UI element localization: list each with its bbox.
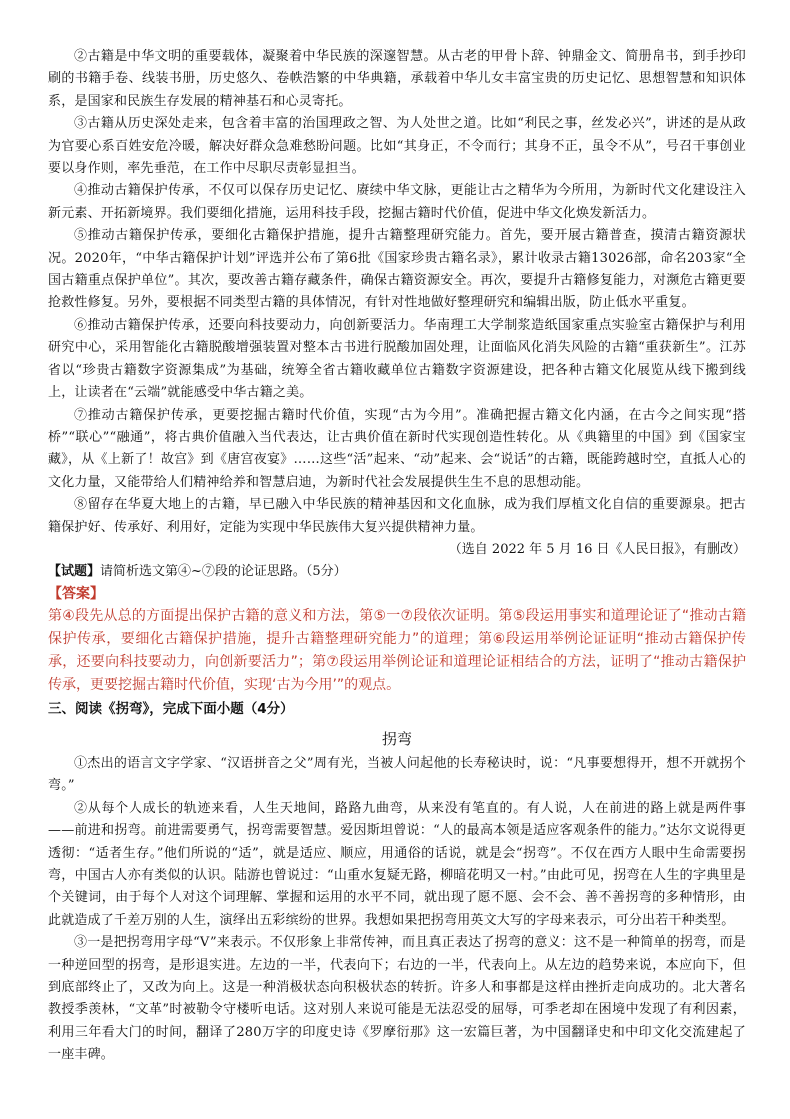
section-heading: 三、阅读《拐弯》，完成下面小题（4分） <box>48 700 294 717</box>
passage-paragraph-8: ⑧留存在华夏大地上的古籍，早已融入中华民族的精神基因和文化血脉，成为我们厚植文化自信的重要源泉。把古籍保护好、传承好、利用好，定能为实现中华民族伟大复兴提供精神力量。 <box>48 497 746 535</box>
question-text: 请简析选文第④~⑦段的论证思路。（5分） <box>100 563 347 579</box>
passage-paragraph-5: ⑤推动古籍保护传承，要细化古籍保护措施，提升古籍整理研究能力。首先，要开展古籍普查，摸清古籍资源状况。2020年，“中华古籍保护计划”评选并公布了第6批《国家珍贵古籍名录》，累计收录古籍13026部，命名203家“全国古籍重点保护单位”。其次，要改善古籍存藏条件，确保古籍资源安全。再次，要提升古籍修复能力，对濒危古籍更要抢救性修复。另外，要根据不同类型古籍的具体情况，有针对性地做好整理研究和编辑出版，防止低水平重复。 <box>48 228 746 311</box>
article-title: 拐弯 <box>381 729 412 748</box>
passage <box>48 46 746 561</box>
document-page <box>48 46 746 1067</box>
passage-source: （选自 2022 年 5 月 16 日《人民日报》，有删改） <box>448 541 746 557</box>
article-paragraph-1: ①杰出的语言文字学家、“汉语拼音之父”周有光，当被人问起他的长寿秘诀时，说：“凡事要想得开，想不开就拐个弯。” <box>48 755 746 794</box>
answer-tag: 【答案】 <box>48 585 104 602</box>
passage-paragraph-3: ③古籍从历史深处走来，包含着丰富的治国理政之智、为人处世之道。比如“利民之事，丝发必兴”，讲述的是从政为官要心系百姓安危冷暖，解决好群众急难愁盼问题。比如“其身正，不令而行；其身不正，虽令不从”，号召干事创业要以身作则，率先垂范，在工作中尽职尽责彰显担当。 <box>48 116 746 177</box>
passage-paragraph-4: ④推动古籍保护传承，不仅可以保存历史记忆、赓续中华文脉，更能让古之精华为今所用，为新时代文化建设注入新元素、开拓新境界。我们要细化措施，运用科技手段，挖掘古籍时代价值，促进中华文化焕发新活力。 <box>48 183 746 221</box>
passage-paragraph-6: ⑥推动古籍保护传承，还要向科技要动力，向创新要活力。华南理工大学制浆造纸国家重点实验室古籍保护与利用研究中心，采用智能化古籍脱酸增强装置对整本古书进行脱酸加固处理，让面临风化消失风险的古籍“重获新生”。江苏省以“珍贵古籍数字资源集成”为基础，统筹全省古籍收藏单位古籍数字资源建设，把各种古籍文化展览从线下搬到线上，让读者在“云端”就能感受中华古籍之美。 <box>48 317 746 401</box>
question-tag: 【试题】 <box>48 563 101 579</box>
passage-paragraph-7: ⑦推动古籍保护传承，更要挖掘古籍时代价值，实现“古为今用”。准确把握古籍文化内涵，在古今之间实现“搭桥”“联心”“融通”，将古典价值融入当代表达，让古典价值在新时代实现创造性转化。从《典籍里的中国》到《国家宝藏》，从《上新了！故宫》到《唐宫夜宴》……这些“活”起来、“动”起来、会“说话”的古籍，既能跨越时空，直抵人心的文化力量，又能带给人们精神给养和智慧启迪，为新时代社会发展提供生生不息的思想动能。 <box>48 407 746 490</box>
question <box>48 561 746 583</box>
article-paragraph-3: ③一是把拐弯用字母“V”来表示。不仅形象上非常传神，而且真正表达了拐弯的意义：这不是一种简单的拐弯，而是一种逆回型的拐弯，是形退实进。左边的一半，代表向下；右边的一半，代表向上。从左边的趋势来说，本应向下，但到底部终止了，又改为向上。这是一种消极状态向积极状态的转折。许多人和事都是这样由挫折走向成功的。北大著名教授季羡林，“文革”时被勒令守楼听电话。这对别人来说可能是无法忍受的屈辱，可季老却在困境中发现了有利因素，利用三年看大门的时间，翻译了280万字的印度史诗《罗摩衍那》这一宏篇巨著，为中国翻译史和中印文化交流建起了一座丰碑。 <box>48 935 746 1063</box>
answer-text: 第④段先从总的方面提出保护古籍的意义和方法，第⑤一⑦段依次证明。第⑤段运用事实和道理论证了“推动古籍保护传承，要细化古籍保护措施，提升古籍整理研究能力”的道理；第⑥段运用举例论证证明“推动古籍保护传承，还要向科技要动力，向创新要活力”；第⑦段运用举例论证和道理论证相结合的方法，证明了“推动古籍保护传承，更要挖掘古籍时代价值，实现‘古为今用’”的观点。 <box>48 607 746 693</box>
passage-paragraph-2: ②古籍是中华文明的重要载体，凝聚着中华民族的深邃智慧。从古老的甲骨卜辞、钟鼎金文、简册帛书，到手抄印刷的书籍手卷、线装书册，历史悠久、卷帙浩繁的中华典籍，承载着中华儿女丰富宝贵的历史记忆、思想智慧和知识体系，是国家和民族生存发展的精神基石和心灵寄托。 <box>48 49 746 109</box>
article-paragraph-2: ②从每个人成长的轨迹来看，人生天地间，路路九曲弯，从来没有笔直的。有人说，人在前进的路上就是两件事——前进和拐弯。前进需要勇气，拐弯需要智慧。爱因斯坦曾说：“人的最高本领是适应客观条件的能力。”达尔文说得更透彻：“适者生存。”他们所说的“适”，就是适应、顺应，用通俗的话说，就是会“拐弯”。不仅在西方人眼中生命需要拐弯，中国古人亦有类似的认识。陆游也曾说过：“山重水复疑无路，柳暗花明又一村。”由此可见，拐弯在人生的字典里是个关键词，由于每个人对这个词理解、掌握和运用的水平不同，就出现了愿不愿、会不会、善不善拐弯的多种情形，由此就造成了千差万别的人生，演绎出五彩缤纷的世界。我想如果把拐弯用英文大写的字母来表示，可分出若干种类型。 <box>48 800 746 928</box>
